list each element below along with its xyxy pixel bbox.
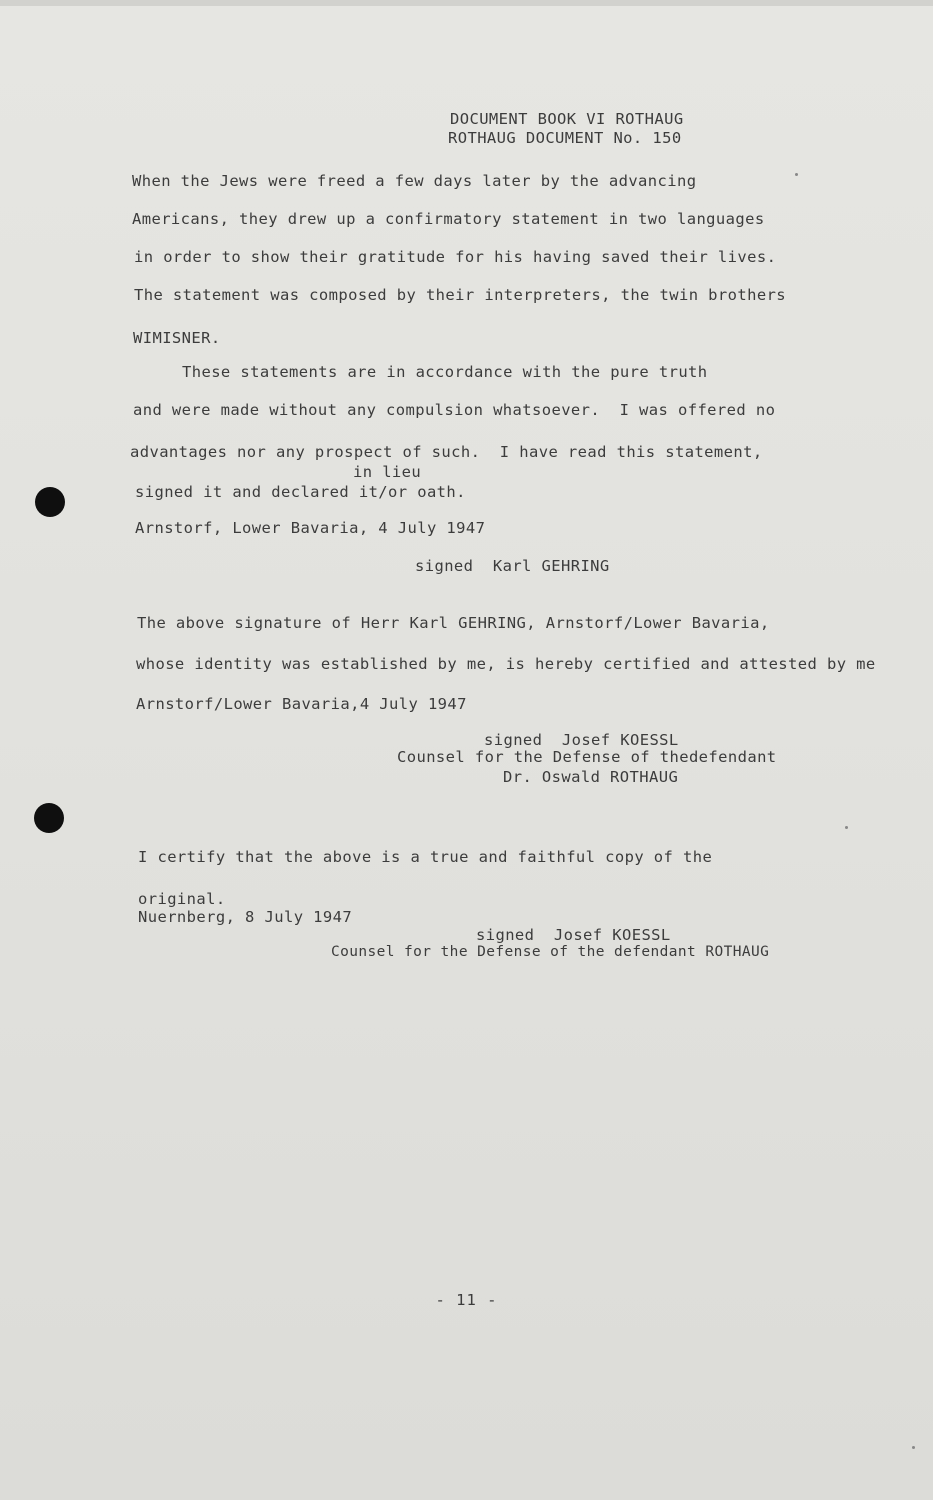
body-line: and were made without any compulsion whatsoever. I was offered no [133, 401, 776, 419]
paper-speck [845, 826, 848, 829]
document-number-header: ROTHAUG DOCUMENT No. 150 [448, 129, 682, 147]
paper-speck [795, 173, 798, 176]
signature-koessl: signed Josef KOESSL [484, 731, 679, 749]
certification-line: The above signature of Herr Karl GEHRING, Arnstorf/Lower Bavaria, [137, 614, 770, 632]
body-line: Americans, they drew up a confirmatory statement in two languages [132, 210, 765, 228]
body-line: These statements are in accordance with the pure truth [182, 363, 708, 381]
document-book-header: DOCUMENT BOOK VI ROTHAUG [450, 110, 684, 128]
copy-certification-line: I certify that the above is a true and faithful copy of the [138, 848, 713, 866]
handwritten-insertion: in lieu [353, 463, 422, 481]
copy-certification-line: original. [138, 890, 226, 908]
body-line: The statement was composed by their interpreters, the twin brothers [134, 286, 787, 304]
punch-hole [35, 487, 65, 517]
body-line: When the Jews were freed a few days later by the advancing [132, 172, 697, 190]
counsel-title: Counsel for the Defense of thedefendant [397, 748, 777, 766]
copy-certification-date: Nuernberg, 8 July 1947 [138, 908, 353, 926]
page-number: - 11 - [435, 1291, 498, 1309]
signature-gehring: signed Karl GEHRING [415, 557, 610, 575]
punch-hole [34, 803, 64, 833]
certification-line: Arnstorf/Lower Bavaria,4 July 1947 [136, 695, 467, 713]
body-line: WIMISNER. [133, 329, 221, 347]
defendant-name: Dr. Oswald ROTHAUG [503, 768, 679, 786]
counsel-title: Counsel for the Defense of the defendant ROTHAUG [331, 944, 770, 960]
paper-top-edge [0, 0, 933, 6]
body-line: signed it and declared it/or oath. [135, 483, 466, 501]
signature-koessl: signed Josef KOESSL [476, 926, 671, 944]
paper-speck [912, 1446, 915, 1449]
body-line: advantages nor any prospect of such. I have read this statement, [130, 443, 763, 461]
body-line: in order to show their gratitude for his having saved their lives. [134, 248, 777, 266]
place-date: Arnstorf, Lower Bavaria, 4 July 1947 [135, 519, 486, 537]
certification-line: whose identity was established by me, is hereby certified and attested by me [136, 655, 876, 673]
